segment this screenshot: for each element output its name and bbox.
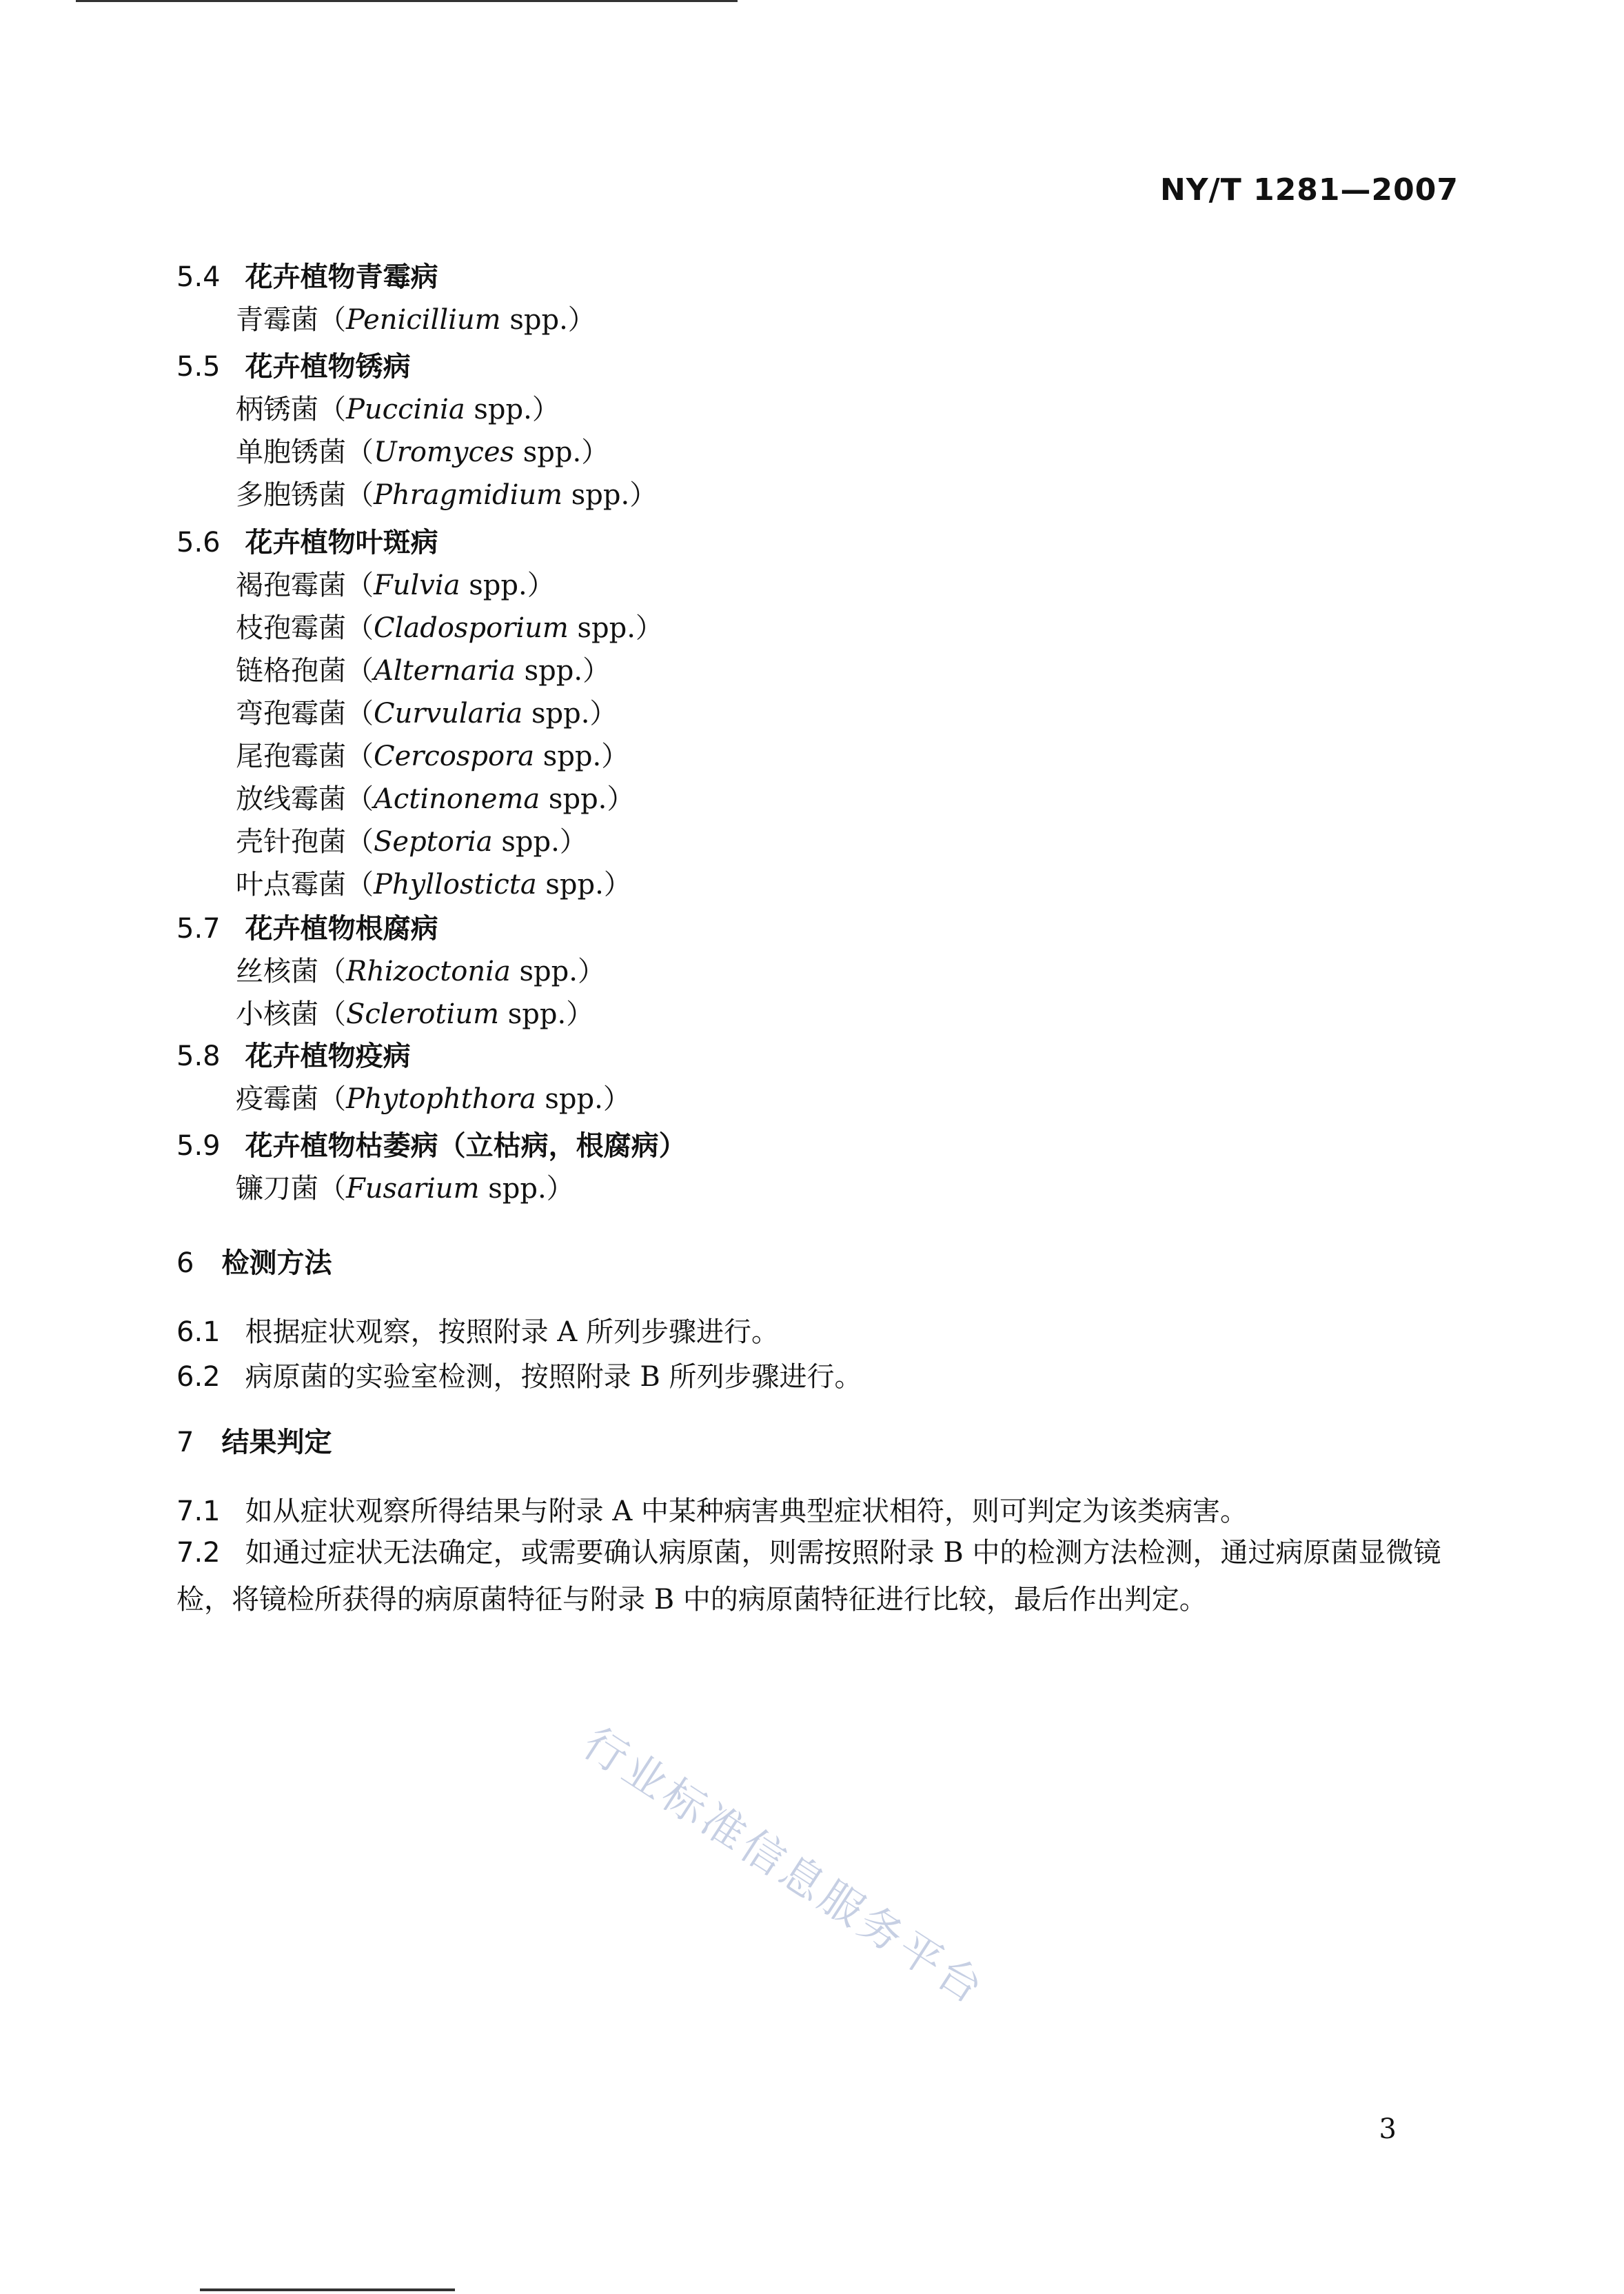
- pathogen-item: 枝孢霉菌（Cladosporium spp.）: [236, 612, 663, 644]
- chapter-7-heading: 7 结果判定: [176, 1427, 332, 1458]
- scan-artifact-bottom: [200, 2288, 455, 2291]
- pathogen-item: 多胞锈菌（Phragmidium spp.）: [236, 479, 658, 511]
- pathogen-item: 青霉菌（Penicillium spp.）: [236, 304, 596, 336]
- standard-number: NY/T 1281—2007: [1159, 172, 1459, 208]
- chapter-6-heading: 6 检测方法: [176, 1247, 332, 1279]
- pathogen-item: 单胞锈菌（Uromyces spp.）: [236, 436, 609, 468]
- section-heading: 5.7 花卉植物根腐病: [176, 913, 438, 945]
- paragraph-6-2: 6.2 病原菌的实验室检测，按照附录 B 所列步骤进行。: [176, 1361, 862, 1393]
- section-heading: 5.9 花卉植物枯萎病（立枯病，根腐病）: [176, 1130, 687, 1162]
- pathogen-item: 镰刀菌（Fusarium spp.）: [236, 1173, 574, 1205]
- section-heading: 5.8 花卉植物疫病: [176, 1040, 411, 1072]
- page-number: 3: [1379, 2113, 1397, 2145]
- watermark: 行业标准信息服务平台: [574, 1717, 995, 2015]
- pathogen-item: 疫霉菌（Phytophthora spp.）: [236, 1083, 631, 1115]
- paragraph-7-1: 7.1 如从症状观察所得结果与附录 A 中某种病害典型症状相符，则可判定为该类病害。: [176, 1496, 1248, 1527]
- section-heading: 5.5 花卉植物锈病: [176, 351, 411, 383]
- scan-artifact-top: [76, 0, 738, 2]
- pathogen-item: 放线霉菌（Actinonema spp.）: [236, 783, 635, 815]
- pathogen-item: 尾孢霉菌（Cercospora spp.）: [236, 741, 629, 772]
- paragraph-7-2: 7.2 如通过症状无法确定，或需要确认病原菌，则需按照附录 B 中的检测方法检测，通过病原菌显微镜检，将镜检所获得的病原菌特征与附录 B 中的病原菌特征进行比较，最后作出判定。: [176, 1537, 1441, 1616]
- pathogen-item: 壳针孢菌（Septoria spp.）: [236, 826, 587, 858]
- pathogen-item: 褐孢霉菌（Fulvia spp.）: [236, 570, 555, 601]
- pathogen-item: 小核菌（Sclerotium spp.）: [236, 998, 594, 1030]
- paragraph-6-1: 6.1 根据症状观察，按照附录 A 所列步骤进行。: [176, 1316, 779, 1348]
- section-heading: 5.4 花卉植物青霉病: [176, 261, 438, 293]
- pathogen-item: 链格孢菌（Alternaria spp.）: [236, 655, 611, 687]
- pathogen-item: 叶点霉菌（Phyllosticta spp.）: [236, 869, 631, 901]
- pathogen-item: 丝核菌（Rhizoctonia spp.）: [236, 956, 605, 987]
- pathogen-item: 弯孢霉菌（Curvularia spp.）: [236, 698, 618, 730]
- section-heading: 5.6 花卉植物叶斑病: [176, 527, 438, 559]
- pathogen-item: 柄锈菌（Puccinia spp.）: [236, 394, 560, 425]
